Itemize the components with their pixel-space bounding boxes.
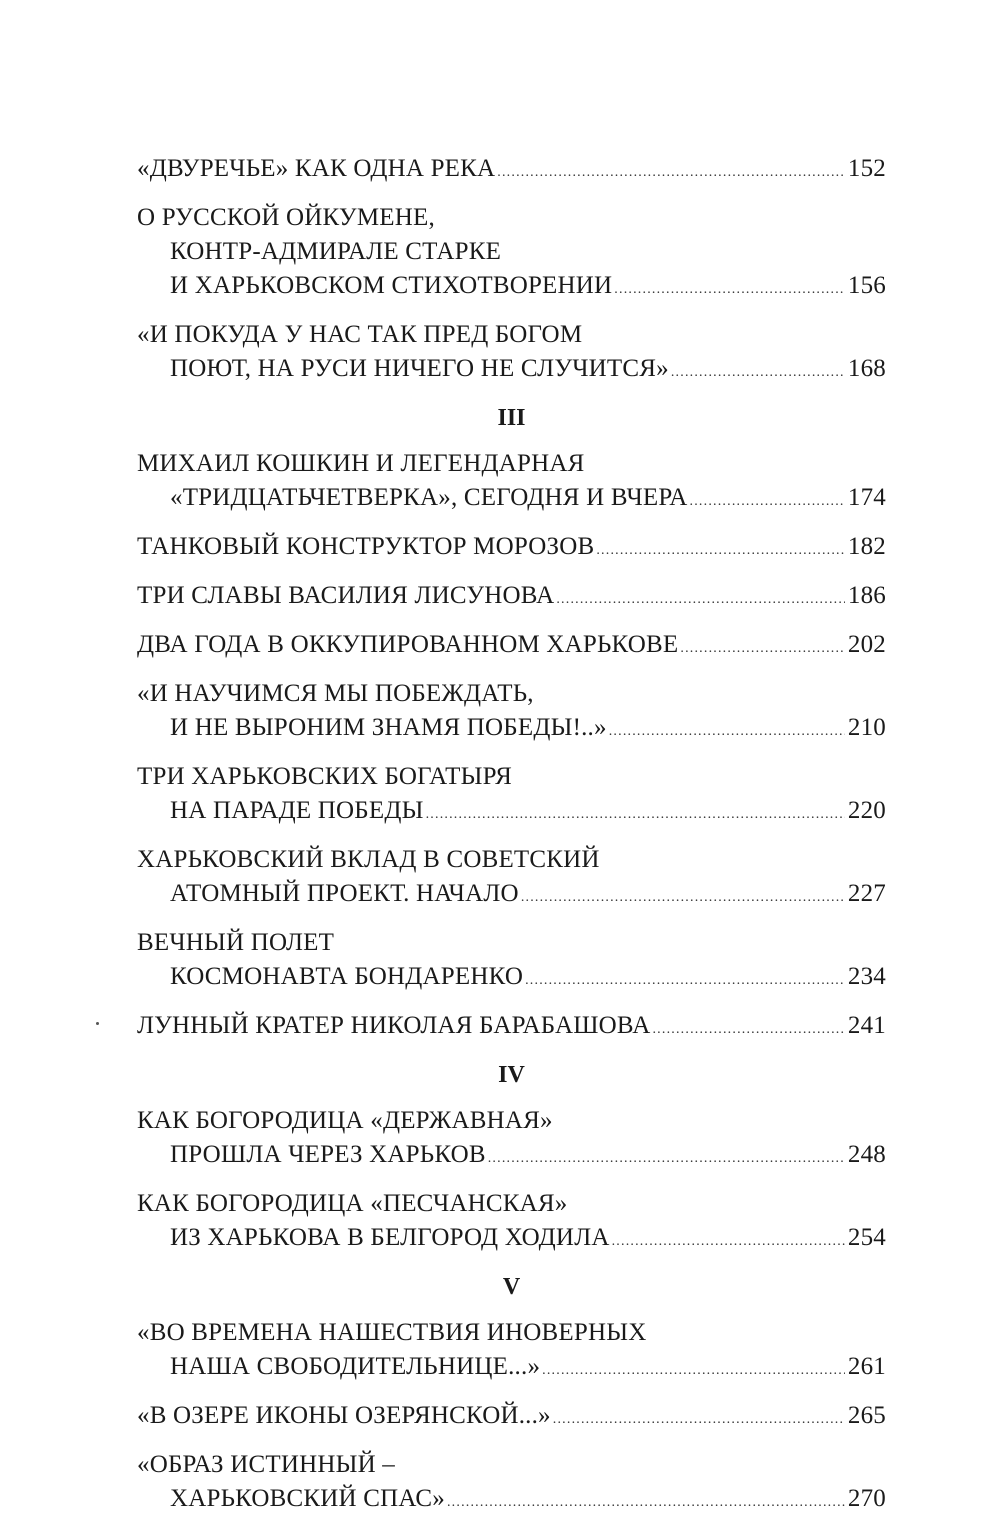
toc-entry-title: «И ПОКУДА У НАС ТАК ПРЕД БОГОМ [137, 321, 583, 348]
dot-leader [614, 273, 845, 307]
toc-entry-title: «ОБРАЗ ИСТИННЫЙ – [137, 1451, 395, 1478]
toc-page-number: 241 [847, 1012, 886, 1039]
stray-print-mark [96, 1022, 99, 1025]
toc-entry[interactable] [137, 1009, 886, 1047]
toc-entry-title-continuation: И ХАРЬКОВСКОМ СТИХОТВОРЕНИИ [170, 272, 613, 299]
dot-leader [553, 1403, 845, 1437]
toc-page-number: 248 [847, 1141, 886, 1168]
toc-page-number: 261 [847, 1353, 886, 1380]
dot-leader [652, 1013, 844, 1047]
dot-leader [525, 964, 845, 998]
dot-leader [542, 1354, 845, 1388]
toc-entry[interactable] [137, 1104, 886, 1176]
toc-entry-title-continuation: ИЗ ХАРЬКОВА В БЕЛГОРОД ХОДИЛА [170, 1224, 610, 1251]
table-of-contents [137, 152, 886, 1531]
toc-entry[interactable] [137, 1316, 886, 1388]
toc-entry-title: ХАРЬКОВСКИЙ ВКЛАД В СОВЕТСКИЙ [137, 846, 600, 873]
toc-entry-title: КАК БОГОРОДИЦА «ДЕРЖАВНАЯ» [137, 1107, 553, 1134]
toc-entry[interactable] [137, 447, 886, 519]
dot-leader [556, 583, 845, 617]
dot-leader [488, 1142, 845, 1176]
toc-page-number: 156 [847, 272, 886, 299]
toc-entry-title: МИХАИЛ КОШКИН И ЛЕГЕНДАРНАЯ [137, 450, 585, 477]
toc-page-number: 234 [847, 963, 886, 990]
dot-leader [671, 356, 845, 390]
toc-entry-title: ДВА ГОДА В ОККУПИРОВАННОМ ХАРЬКОВЕ [137, 631, 679, 658]
toc-entry[interactable] [137, 318, 886, 390]
dot-leader [612, 1225, 845, 1259]
dot-leader [680, 632, 845, 666]
section-heading: III [497, 405, 526, 431]
toc-entry-title-continuation: «ТРИДЦАТЬЧЕТВЕРКА», СЕГОДНЯ И ВЧЕРА [170, 484, 688, 511]
toc-entry-title-continuation: АТОМНЫЙ ПРОЕКТ. НАЧАЛО [170, 880, 519, 907]
dot-leader [521, 881, 845, 915]
toc-entry-title-continuation: ПРОШЛА ЧЕРЕЗ ХАРЬКОВ [170, 1141, 486, 1168]
toc-page-number: 227 [847, 880, 886, 907]
toc-entry-title-continuation: И НЕ ВЫРОНИМ ЗНАМЯ ПОБЕДЫ!..» [170, 714, 607, 741]
toc-entry-title: ТАНКОВЫЙ КОНСТРУКТОР МОРОЗОВ [137, 533, 595, 560]
toc-page-number: 254 [847, 1224, 886, 1251]
toc-entry-title: ТРИ СЛАВЫ ВАСИЛИЯ ЛИСУНОВА [137, 582, 555, 609]
toc-page-number: 186 [847, 582, 886, 609]
toc-entry[interactable] [137, 1187, 886, 1259]
toc-entry-title: ВЕЧНЫЙ ПОЛЕТ [137, 929, 335, 956]
toc-entry[interactable] [137, 926, 886, 998]
toc-entry[interactable] [137, 152, 886, 190]
toc-entry-title-continuation: НАША СВОБОДИТЕЛЬНИЦЕ...» [170, 1353, 541, 1380]
toc-page-number: 270 [847, 1485, 886, 1512]
toc-page-number: 202 [847, 631, 886, 658]
toc-entry[interactable] [137, 677, 886, 749]
toc-entry[interactable] [137, 1399, 886, 1437]
toc-entry-title-continuation: ХАРЬКОВСКИЙ СПАС» [170, 1485, 445, 1512]
toc-entry-title-continuation: НА ПАРАДЕ ПОБЕДЫ [170, 797, 424, 824]
toc-entry-title-continuation: ПОЮТ, НА РУСИ НИЧЕГО НЕ СЛУЧИТСЯ» [170, 355, 669, 382]
toc-entry-title: ТРИ ХАРЬКОВСКИХ БОГАТЫРЯ [137, 763, 513, 790]
dot-leader [690, 485, 845, 519]
toc-page-number: 174 [847, 484, 886, 511]
toc-page-number: 182 [847, 533, 886, 560]
section-heading: V [502, 1274, 521, 1300]
section-heading: IV [498, 1062, 525, 1088]
toc-entry[interactable] [137, 760, 886, 832]
toc-entry[interactable] [137, 579, 886, 617]
toc-entry-title-continuation: КОСМОНАВТА БОНДАРЕНКО [170, 963, 524, 990]
dot-leader [596, 534, 845, 568]
dot-leader [609, 715, 845, 749]
toc-page-number: 152 [847, 155, 886, 182]
toc-entry[interactable] [137, 1448, 886, 1520]
toc-entry-title: О РУССКОЙ ОЙКУМЕНЕ, [137, 204, 435, 231]
toc-entry-title: ЛУННЫЙ КРАТЕР НИКОЛАЯ БАРАБАШОВА [137, 1012, 651, 1039]
toc-entry[interactable] [137, 530, 886, 568]
dot-leader [447, 1486, 845, 1520]
toc-entry-title: «ВО ВРЕМЕНА НАШЕСТВИЯ ИНОВЕРНЫХ [137, 1319, 647, 1346]
toc-entry[interactable] [137, 843, 886, 915]
toc-entry[interactable] [137, 628, 886, 666]
dot-leader [426, 798, 845, 832]
toc-entry-title: КАК БОГОРОДИЦА «ПЕСЧАНСКАЯ» [137, 1190, 568, 1217]
dot-leader [497, 156, 845, 190]
toc-entry[interactable] [137, 201, 886, 307]
toc-page-number: 168 [847, 355, 886, 382]
toc-page-number: 220 [847, 797, 886, 824]
toc-entry-title-continuation: КОНТР-АДМИРАЛЕ СТАРКЕ [170, 238, 502, 265]
toc-entry-title: «И НАУЧИМСЯ МЫ ПОБЕЖДАТЬ, [137, 680, 534, 707]
toc-entry-title: «В ОЗЕРЕ ИКОНЫ ОЗЕРЯНСКОЙ...» [137, 1402, 551, 1429]
toc-page-number: 210 [847, 714, 886, 741]
toc-entry-title: «ДВУРЕЧЬЕ» КАК ОДНА РЕКА [137, 155, 496, 182]
toc-page-number: 265 [847, 1402, 886, 1429]
